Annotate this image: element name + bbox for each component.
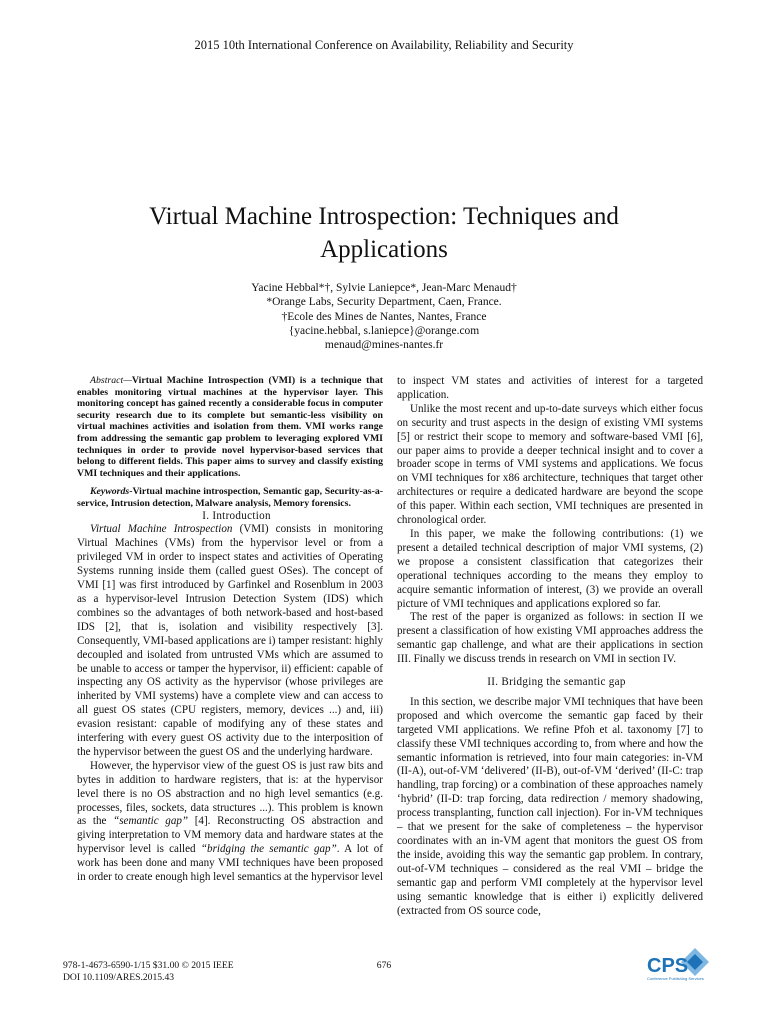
title-line-2: Applications [320,236,448,263]
intro-p2-c: . A lot of work has been done and many VMI techniques have been proposed in order to create enough high level semantics at the hypervisor level [77,843,383,884]
intro-p2-a: However, the hypervisor view of the guest OS is just raw bits and bytes in addition to hardware registers, that is: at the hypervisor level there is no OS abstraction and no high level semantics (e.g. processes, files, sockets, data structures ...). This problem is known as the [77,759,383,828]
right-column [397,375,703,918]
right-paragraph-4: In this section, we describe major VMI techniques that have been proposed and which overcome the semantic gap faced by their targeted VMI applications. We refine Pfoh et al. taxonomy [7] to classify these VMI techniques according to, from where and how the semantic information is retrieved, into four main categories: in-VM (II-A), out-of-VM ‘delivered’ (II-B), out-of-VM ‘derived’ (II-C: trap handling, trap forcing) or a combination of these approaches namely ‘hybrid’ (II-D: trap forcing, data redirection / memory shadowing, process transplanting, function call injection). For in-VM techniques – that we present for the sake of completeness – the hypervisor coordinates with an in-VM agent that monitors the guest OS from the inside, avoiding this way the semantic gap problem. In contrary, out-of-VM techniques – considered as the real VMI – bridge the semantic gap and perform VMI completely at the hypervisor level using semantic knowledge that is either i) explicitly delivered (extracted from OS source code, [397,695,703,917]
affiliation-mines: †Ecole des Mines de Nantes, Nantes, France [281,310,487,323]
right-paragraph-3: The rest of the paper is organized as follows: in section II we present a classification of how existing VMI approaches address the semantic gap challenge, and what are their applications in section III. Finally we discuss trends in research on VMI in section IV. [397,611,703,666]
author-block [0,281,768,352]
svg-text:CPS: CPS [647,955,689,977]
footer-isbn: 978-1-4673-6590-1/15 $31.00 © 2015 IEEE [63,960,234,971]
email-mines: menaud@mines-nantes.fr [324,339,444,352]
footer-info [63,960,234,984]
cps-logo-icon [645,946,711,986]
intro-paragraph-2 [77,760,383,885]
intro-p2-quote1: “semantic gap” [113,815,189,828]
keywords-text: -Virtual machine introspection, Semantic gap, Security-as-a-service, Intrusion detection, Malware analysis, Memory forensics. [77,486,383,509]
conference-header: 2015 10th International Conference on Availability, Reliability and Security [194,38,574,52]
abstract-lead: Abstract— [90,375,132,386]
abstract [77,375,383,479]
abstract-text: Virtual Machine Introspection (VMI) is a technique that enables monitoring virtual machines at the hypervisor layer. This monitoring concept has gained recently a considerable focus in computer security research due to its complete but semantic-less visibility on virtual machines activities and isolation from them. VMI works range from addressing the semantic gap problem to leveraging explored VMI techniques in order to provide novel hypervisor-based services that belong to different fields. This paper aims to survey and classify existing VMI techniques and their applications. [77,375,383,479]
page-number: 676 [376,960,392,971]
affiliation-orange: *Orange Labs, Security Department, Caen, France. [266,296,502,309]
keywords-label: Keywords [90,486,130,498]
svg-text:Conference Publishing Services: Conference Publishing Services [647,976,704,981]
title-line-1: Virtual Machine Introspection: Techniques and [149,203,619,230]
intro-p1-text: (VMI) consists in monitoring Virtual Machines (VMs) from the hypervisor level or from a privileged VM in order to inspect states and activities of Operating Systems running inside them (called guest OSes). The concept of VMI [1] was first introduced by Garfinkel and Rosenblum in 2003 as a hypervisor-level Intrusion Detection System (IDS) which combines so the advantages of both network-based and host-based IDS [2], that is, isolation and visibility respectively [3]. Consequently, VMI-based applications are i) tamper resistant: highly decoupled and isolated from untrusted VMs which are assumed to be unable to access or tamper the hypervisor, ii) efficient: capable of inspecting any OS activity as the hypervisor (whose privileges are inherited by VMI systems) have a complete view and can access to all guest OS states (CPU registers, memory, devices ...) and, iii) evasion resistant: capable of modifying any of these states and interfering with every guest OS activity due to the interposition of the hypervisor between the guest OS and the underlying hardware. [77,523,383,758]
intro-p1-italic: Virtual Machine Introspection [90,523,233,536]
paper-title [80,200,688,266]
intro-paragraph-1 [77,523,383,759]
author-names: Yacine Hebbal*†, Sylvie Laniepce*, Jean-Marc Menaud† [251,282,517,294]
right-paragraph-1: Unlike the most recent and up-to-date surveys which either focus on security and trust aspects in the design of existing VMI systems [5] or restrict their scope to memory and software-based VMI [6], our paper aims to provide a deeper technical insight and to cover a broader scope in terms of VMI systems and applications. We focus on VMI techniques for x86 architecture, techniques that target other architectures or require a dedicated hardware are beyond the scope of this paper. Within each section, VMI techniques are presented in chronological order. [397,402,703,527]
right-paragraph-0: to inspect VM states and activities of interest for a targeted application. [397,375,703,401]
keywords [77,486,383,509]
right-paragraph-2: In this paper, we make the following contributions: (1) we present a detailed technical description of major VMI systems, (2) we propose a consistent classification that categorizes their operational techniques according to the means they employ to acquire semantic information of interest, (3) we provide an overall picture of VMI techniques and applications explored so far. [397,527,703,610]
left-column [77,375,383,885]
intro-p2-b: [4]. Reconstructing OS abstraction and giving interpretation to VM memory data and hardware states at the hypervisor level is called [77,815,383,856]
footer-doi: DOI 10.1109/ARES.2015.43 [63,972,175,983]
intro-p2-quote2: “bridging the semantic gap” [200,843,337,856]
section-heading-introduction: I. Introduction [202,509,271,522]
email-orange: {yacine.hebbal, s.laniepce}@orange.com [288,324,480,337]
section-heading-bridging: II. Bridging the semantic gap [487,676,626,689]
